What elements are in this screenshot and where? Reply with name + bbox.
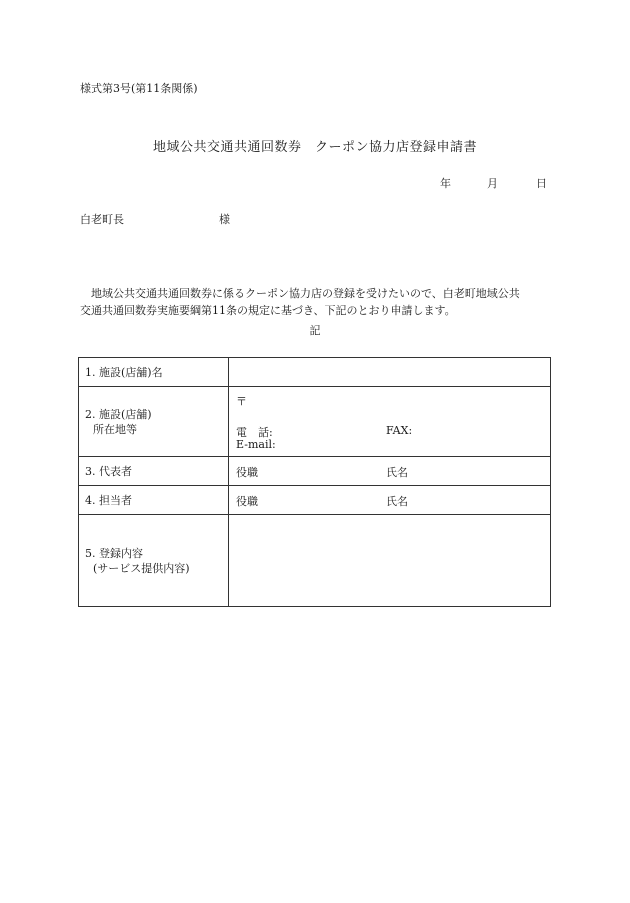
statement-line-2: 交通共通回数券実施要綱第11条の規定に基づき、下記のとおり申請します。 — [80, 304, 456, 317]
postal-mark: 〒 — [236, 395, 247, 408]
table-row — [79, 515, 551, 607]
facility-name-label: 1. 施設(店舗)名 — [79, 358, 229, 387]
registration-content-field[interactable] — [229, 515, 551, 607]
facility-name-field[interactable] — [229, 358, 551, 387]
facility-address-field[interactable] — [229, 387, 551, 457]
addressee: 白老町長 — [80, 213, 124, 226]
contact-name-label: 氏名 — [386, 495, 408, 508]
representative-field[interactable] — [229, 457, 551, 486]
contact-role-label: 役職 — [236, 495, 258, 508]
application-statement — [80, 285, 554, 319]
date-year: 年 — [440, 177, 451, 190]
document-title: 地域公共交通共通回数券 クーポン協力店登録申請書 — [152, 140, 477, 155]
registration-content-label-line-2: (サービス提供内容) — [93, 561, 190, 575]
fax-label: FAX: — [386, 424, 413, 437]
date-month: 月 — [487, 177, 498, 190]
email-label: E-mail: — [236, 438, 276, 451]
facility-address-label — [79, 387, 229, 457]
facility-address-label-line-1: 2. 施設(店舗) — [85, 407, 152, 421]
form-number: 様式第3号(第11条関係) — [80, 82, 198, 95]
ki-marker: 記 — [309, 324, 321, 337]
addressee-honorific: 様 — [219, 213, 230, 226]
table-row — [79, 457, 551, 486]
table-row — [79, 387, 551, 457]
table-row — [79, 486, 551, 515]
contact-person-label: 4. 担当者 — [79, 486, 229, 515]
application-form-table — [78, 357, 551, 607]
statement-line-1: 地域公共交通共通回数券に係るクーポン協力店の登録を受けたいので、白老町地域公共 — [91, 287, 520, 300]
representative-name-label: 氏名 — [386, 466, 408, 479]
registration-content-label-line-1: 5. 登録内容 — [85, 546, 143, 560]
date-day: 日 — [536, 177, 547, 190]
phone-label: 電 話: — [236, 426, 273, 439]
table-row — [79, 358, 551, 387]
contact-person-field[interactable] — [229, 486, 551, 515]
representative-role-label: 役職 — [236, 466, 258, 479]
registration-content-label — [79, 515, 229, 607]
representative-label: 3. 代表者 — [79, 457, 229, 486]
facility-address-label-line-2: 所在地等 — [93, 422, 137, 436]
